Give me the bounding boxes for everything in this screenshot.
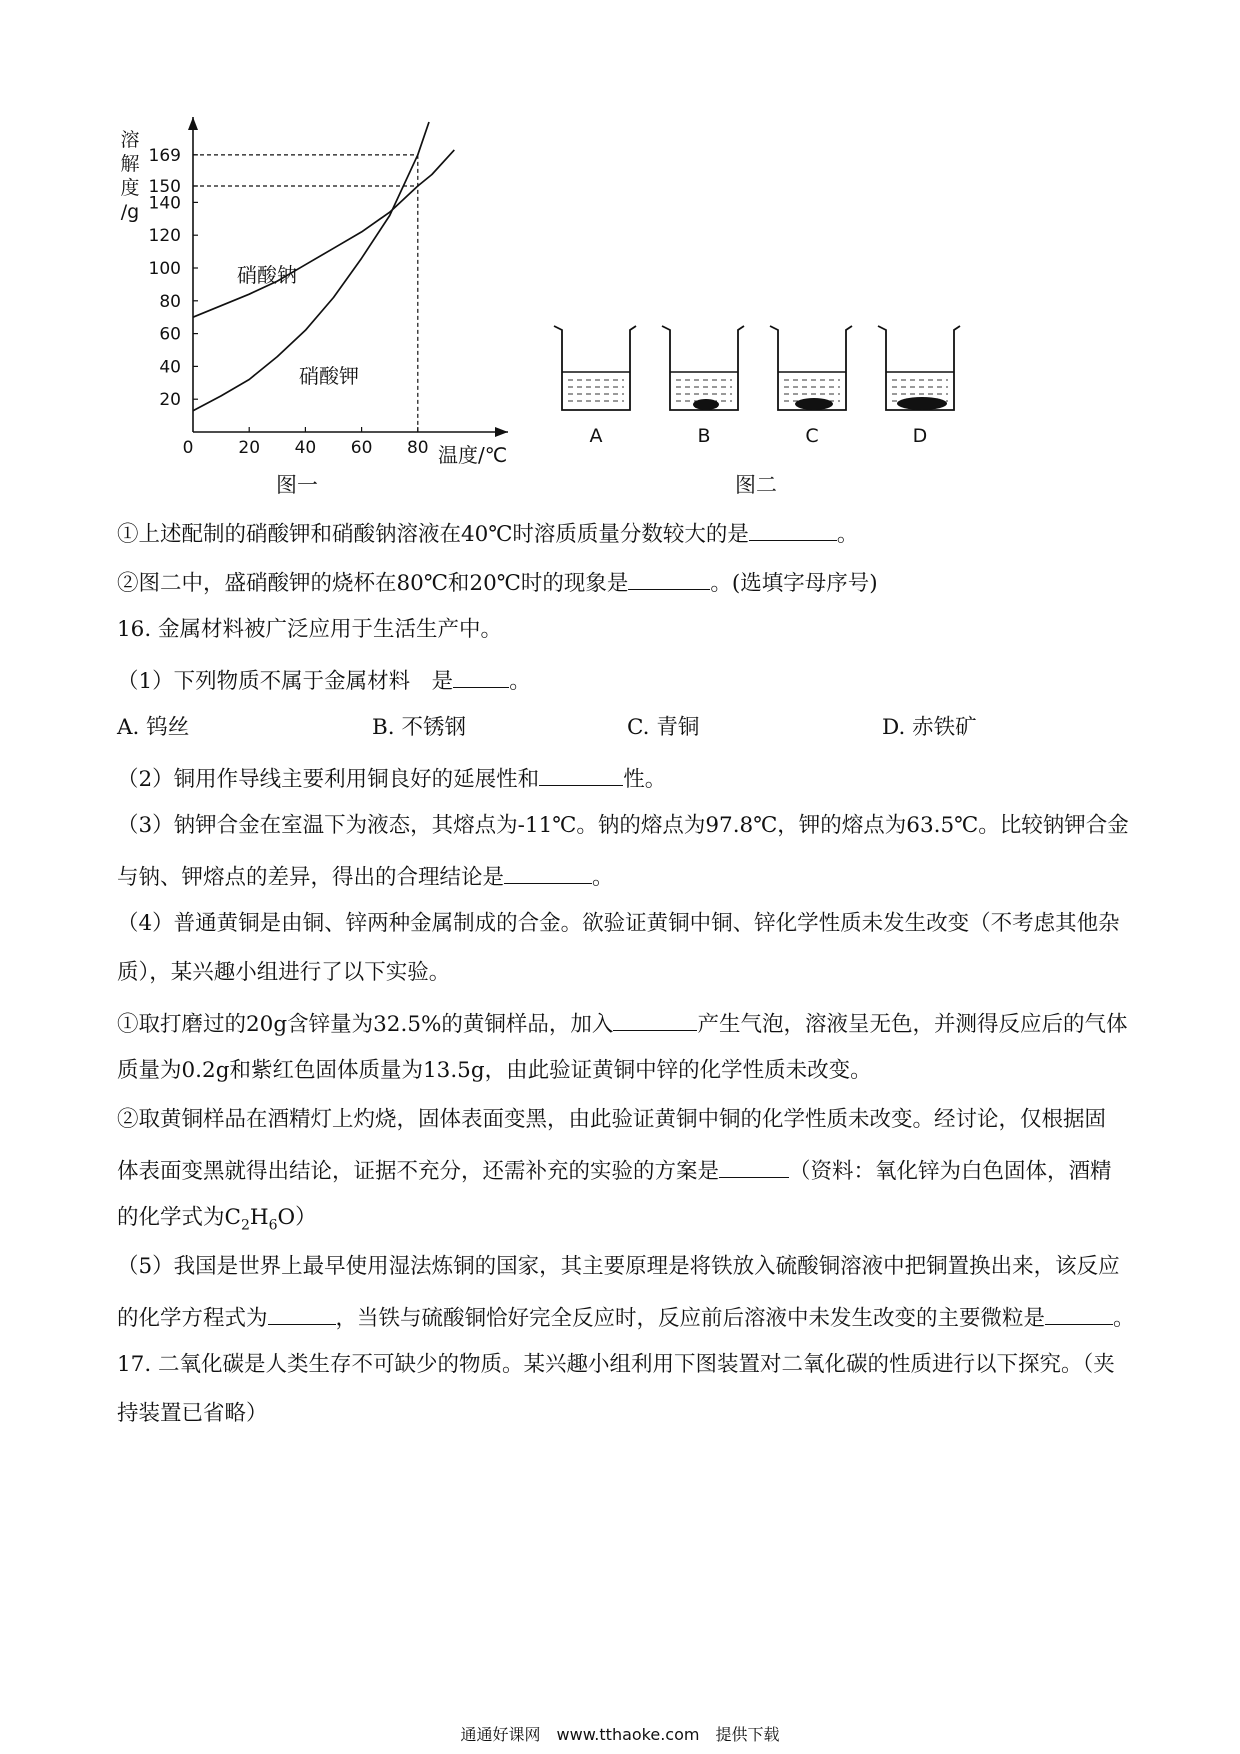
question-text: （4）普通黄铜是由铜、锌两种金属制成的合金。欲验证黄铜中铜、锌化学性质未发生改变（不考虑其他杂 [117, 911, 1120, 936]
question-text: 16. 金属材料被广泛应用于生活生产中。 [117, 617, 503, 642]
question-line [117, 1304, 1137, 1331]
x-axis-arrow [495, 427, 508, 437]
x-tick-label: 40 [294, 438, 317, 458]
question-text: 。 [1113, 1306, 1135, 1331]
x-tick-label: 60 [350, 438, 373, 458]
option-a[interactable]: A. 钨丝 [117, 715, 190, 740]
question-line [117, 1010, 1137, 1037]
question-line [117, 1255, 1137, 1279]
y-axis-label-1: 溶 [120, 129, 140, 151]
beaker-d [878, 326, 960, 447]
question-line [117, 1157, 1137, 1184]
beaker-c [770, 326, 852, 447]
beaker-outline [770, 326, 852, 410]
question-content [117, 520, 1137, 1451]
question-text: ②图二中，盛硝酸钾的烧杯在80℃和20℃时的现象是 [117, 571, 629, 596]
figure-caption-1: 图一 [276, 473, 318, 497]
x-tick-label: 0 [182, 438, 194, 458]
question-text: O） [277, 1205, 317, 1230]
question-line [117, 1108, 1137, 1132]
question-line [117, 1059, 1137, 1083]
sediment-crystals [693, 399, 719, 410]
question-text: 体表面变黑就得出结论，证据不充分，还需补充的实验的方案是 [117, 1159, 720, 1184]
answer-blank[interactable] [613, 1010, 697, 1031]
answer-blank[interactable] [268, 1304, 336, 1325]
question-text: （5）我国是世界上最早使用湿法炼铜的国家，其主要原理是将铁放入硫酸铜溶液中把铜置换出来，该反应 [117, 1254, 1120, 1279]
question-text: ②取黄铜样品在酒精灯上灼烧，固体表面变黑，由此验证黄铜中铜的化学性质未改变。经讨论，仅根据固 [117, 1107, 1107, 1132]
beaker-label: A [589, 425, 603, 447]
question-text: ，当铁与硫酸铜恰好完全反应时，反应前后溶液中未发生改变的主要微粒是 [335, 1306, 1046, 1331]
beaker-outline [662, 326, 744, 410]
y-tick-label: 40 [159, 357, 181, 378]
y-tick-label: 20 [159, 390, 181, 411]
x-tick-label: 80 [406, 438, 429, 458]
figure-caption-2: 图二 [735, 473, 777, 497]
question-text: ①取打磨过的20g含锌量为32.5%的黄铜样品，加入 [117, 1012, 614, 1037]
question-line [117, 814, 1137, 838]
y-tick-label: 150 [148, 177, 181, 197]
answer-blank[interactable] [539, 765, 623, 786]
question-line [117, 1205, 1137, 1234]
answer-blank[interactable] [453, 667, 509, 688]
question-text: 。(选填字母序号) [710, 571, 878, 596]
question-line [117, 520, 1137, 547]
question-text: 。 [509, 669, 531, 694]
answer-blank[interactable] [749, 520, 837, 541]
y-axis-arrow [188, 117, 198, 130]
sediment-crystals [897, 397, 947, 410]
x-tick-labels [183, 438, 429, 458]
option-d[interactable]: D. 赤铁矿 [882, 715, 977, 740]
question-line [117, 863, 1137, 890]
beaker-b [662, 326, 744, 447]
subscript: 6 [268, 1217, 278, 1234]
question-line [117, 765, 1137, 792]
beaker-label: C [805, 425, 819, 447]
y-tick-label: 140 [148, 193, 181, 214]
option-row [117, 716, 1137, 740]
question-text: （2）铜用作导线主要利用铜良好的延展性和 [117, 767, 540, 792]
answer-blank[interactable] [1045, 1304, 1113, 1325]
beaker-figure [554, 326, 960, 447]
question-text: （3）钠钾合金在室温下为液态，其熔点为-11℃。钠的熔点为97.8℃，钾的熔点为63.5℃。比较钠钾合金 [117, 813, 1129, 838]
question-text: 。 [836, 522, 859, 547]
answer-blank[interactable] [628, 569, 710, 590]
option-c[interactable]: C. 青铜 [627, 715, 700, 740]
question-line [117, 912, 1137, 936]
y-tick-label: 80 [159, 291, 181, 312]
question-text: 产生气泡，溶液呈无色，并测得反应后的气体 [697, 1012, 1128, 1037]
x-tick-label: 20 [238, 438, 261, 458]
beaker-label: D [912, 425, 928, 447]
question-line [117, 961, 1137, 985]
figure-area [0, 0, 1240, 510]
series-label-nano3: 硝酸钠 [237, 263, 297, 287]
question-line [117, 667, 1137, 694]
question-text: （1）下列物质不属于金属材料 是 [117, 669, 454, 694]
question-text: 的化学式为C [117, 1205, 241, 1230]
answer-blank[interactable] [719, 1157, 789, 1178]
question-text: 持装置已省略） [117, 1401, 268, 1426]
beaker-outline [554, 326, 636, 410]
question-line [117, 1353, 1137, 1377]
series-label-kno3: 硝酸钾 [299, 364, 359, 388]
question-text: 质），某兴趣小组进行了以下实验。 [117, 960, 451, 985]
question-line [117, 569, 1137, 596]
y-tick-label: 100 [148, 259, 181, 279]
solubility-chart [120, 117, 508, 497]
series-line-nano3 [193, 150, 454, 317]
y-tick-label: 120 [148, 226, 181, 247]
sediment-crystals [795, 398, 833, 410]
question-text: 的化学方程式为 [117, 1306, 268, 1331]
question-text: （资料：氧化锌为白色固体，酒精 [789, 1159, 1112, 1184]
question-text: 。 [592, 865, 614, 890]
question-text: 性。 [623, 767, 667, 792]
subscript: 2 [240, 1217, 250, 1234]
y-axis-label-4: /g [120, 201, 140, 223]
question-heading [117, 618, 1137, 642]
y-axis-label-2: 解 [120, 153, 140, 175]
question-text: 与钠、钾熔点的差异，得出的合理结论是 [117, 865, 505, 890]
question-line [117, 1402, 1137, 1426]
y-tick-labels [149, 146, 181, 410]
option-b[interactable]: B. 不锈钢 [372, 715, 466, 740]
beaker-label: B [697, 425, 711, 447]
x-axis-label: 温度/℃ [438, 443, 508, 467]
beaker-a [554, 326, 636, 447]
reference-lines [193, 155, 418, 432]
question-text: H [249, 1205, 269, 1230]
y-tick-label: 169 [148, 145, 181, 166]
question-text: ①上述配制的硝酸钾和硝酸钠溶液在40℃时溶质质量分数较大的是 [117, 522, 749, 547]
question-text: 17. 二氧化碳是人类生存不可缺少的物质。某兴趣小组利用下图装置对二氧化碳的性质进行以下探究。（夹 [117, 1352, 1115, 1377]
answer-blank[interactable] [504, 863, 592, 884]
question-text: 质量为0.2g和紫红色固体质量为13.5g，由此验证黄铜中锌的化学性质未改变。 [117, 1058, 872, 1083]
y-axis-label-3: 度 [120, 177, 140, 199]
y-tick-label: 60 [159, 324, 181, 345]
page-footer: 通通好课网 www.tthaoke.com 提供下载 [460, 1725, 780, 1744]
